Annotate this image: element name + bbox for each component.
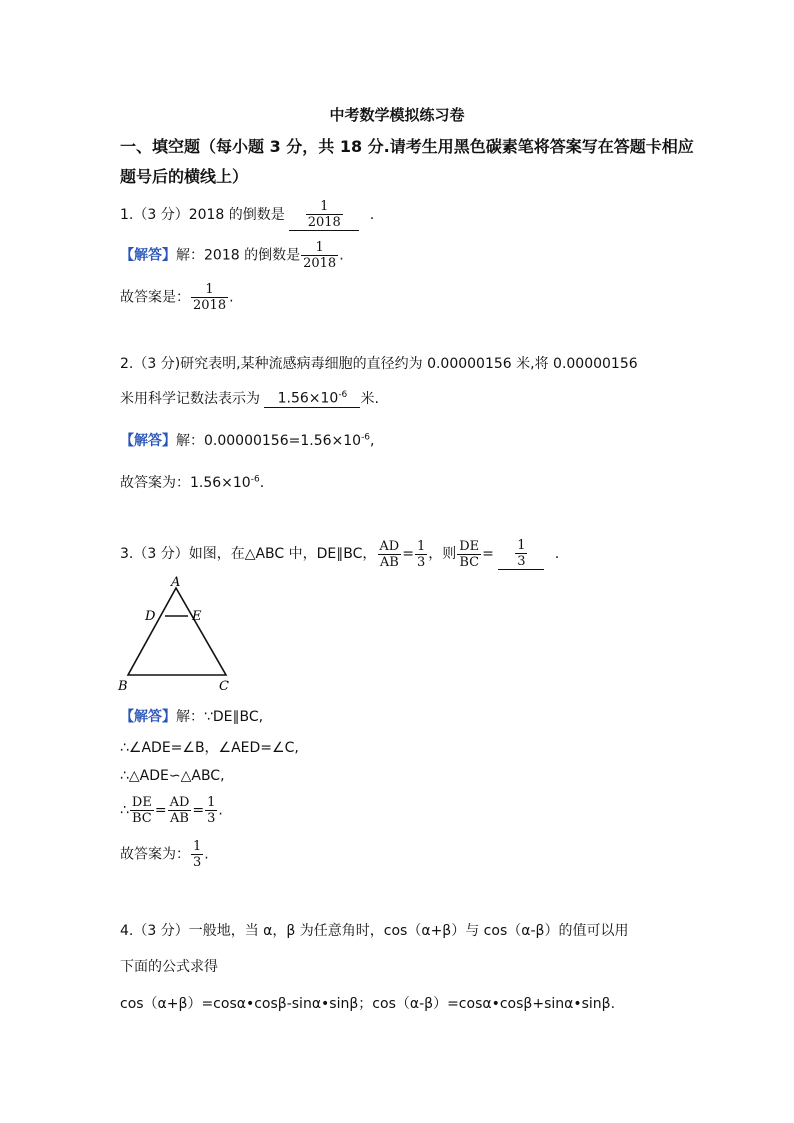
label-b: B: [118, 679, 128, 694]
q2-blank-exponent: -6: [338, 390, 348, 401]
q3-ans-end: .: [204, 846, 209, 863]
q4-formula: cos（α+β）=cosα•cosβ-sinα•sinβ；cos（α-β）=cosα•cosβ+sinα•sinβ.: [120, 996, 616, 1012]
q4-stem-line1: 4.（3 分）一般地，当 α，β 为任意角时，cos（α+β）与 cos（α-β）的值可以用: [120, 923, 629, 939]
q2-stem-prefix: 米用科学记数法表示为: [120, 391, 260, 407]
q1-sol-denominator: 2018: [303, 256, 337, 271]
q3-blank-denominator: 3: [517, 554, 526, 569]
q3-f3-denominator: BC: [459, 554, 480, 570]
section-heading-line2: 题号后的横线上）: [120, 167, 249, 186]
q3-f2-numerator: 1: [416, 538, 426, 554]
q1-blank-denominator: 2018: [307, 215, 341, 230]
q3-ans-denominator: 3: [193, 855, 202, 870]
q1-blank-numerator: 1: [320, 199, 329, 214]
label-e: E: [192, 609, 202, 624]
section-heading-line1: 一、填空题（每小题 3 分，共 18 分.请考生用黑色碳素笔将答案写在答题卡相应: [120, 137, 694, 156]
q4-stem-line2: 下面的公式求得: [120, 959, 218, 975]
q3-sol4-f3-denominator: 3: [207, 811, 216, 826]
page-title: 中考数学模拟练习卷: [329, 106, 465, 124]
q3-solution-line2: ∴∠ADE=∠B，∠AED=∠C,: [120, 740, 299, 756]
label-a: A: [171, 575, 181, 590]
q3-sol4-f2-denominator: AB: [170, 811, 189, 826]
q3-stem: [120, 538, 559, 570]
q3-sol4-eq2: =: [192, 802, 205, 819]
label-d: D: [145, 609, 156, 624]
q1-ans-numerator: 1: [205, 282, 214, 297]
q3-sol4-f2-numerator: AD: [169, 795, 190, 810]
q1-answer-text: 故答案是：: [120, 289, 190, 306]
q3-sol4-end: .: [218, 802, 223, 819]
q1-answer: [120, 282, 234, 313]
q1-answer-blank: [289, 199, 359, 231]
q3-sol4-prefix: ∴: [120, 802, 129, 819]
q1-jieda-label: 【解答】: [120, 247, 176, 264]
q3-sol4-f1-denominator: BC: [132, 811, 152, 826]
q3-f2-denominator: 3: [416, 554, 426, 570]
q3-mid: ，则: [428, 546, 457, 562]
q2-solution-base: 解：0.00000156=1.56×10: [176, 433, 362, 449]
q3-solution-line1: [120, 706, 263, 726]
q1-sol-numerator: 1: [315, 240, 324, 255]
q2-jieda-label: 【解答】: [120, 433, 176, 449]
q1-sol-end: .: [339, 247, 344, 264]
q2-answer-base: 故答案为：1.56×10: [120, 475, 251, 491]
q2-answer: [120, 472, 264, 492]
q2-stem-line2: [120, 388, 379, 408]
q2-answer-blank: [264, 390, 360, 408]
q2-stem-line1: 2.（3 分)研究表明,某种流感病毒细胞的直径约为 0.00000156 米,将 0.00000156: [120, 356, 638, 372]
q1-stem-text: 1.（3 分）2018 的倒数是: [120, 207, 285, 223]
q3-end: .: [554, 546, 560, 562]
label-c: C: [219, 679, 229, 694]
q3-solution-line3: ∴△ADE∽△ABC,: [120, 768, 225, 784]
q1-end: .: [369, 207, 375, 223]
q1-ans-end: .: [229, 289, 234, 306]
q2-solution-exponent: -6: [361, 432, 371, 443]
q3-blank-numerator: 1: [517, 538, 526, 553]
triangle-abc: [128, 588, 226, 675]
q3-jieda-label: 【解答】: [120, 709, 176, 725]
q3-solution-text1: 解：∵DE∥BC,: [176, 709, 264, 725]
q1-stem: [120, 199, 374, 231]
q3-answer: [120, 839, 209, 870]
q3-eq2: =: [482, 546, 494, 562]
q2-answer-end: .: [259, 475, 265, 491]
q3-sol4-f1-numerator: DE: [131, 795, 152, 810]
q2-solution: [120, 430, 375, 450]
q2-stem-suffix: 米.: [360, 391, 379, 407]
q3-eq1: =: [402, 546, 414, 562]
q2-answer-exponent: -6: [250, 474, 260, 485]
q3-f1-numerator: AD: [379, 538, 400, 554]
q3-f1-denominator: AB: [379, 554, 399, 570]
q1-ans-denominator: 2018: [193, 298, 227, 313]
q3-f3-numerator: DE: [459, 538, 480, 554]
q1-solution: [120, 240, 344, 271]
q3-solution-line4: [120, 795, 223, 826]
q2-solution-end: ,: [370, 433, 375, 449]
q1-solution-text: 解：2018 的倒数是: [176, 247, 301, 264]
q3-answer-blank: [498, 538, 544, 570]
q3-sol4-eq1: =: [154, 802, 167, 819]
triangle-figure: [112, 574, 242, 698]
q3-answer-text: 故答案为：: [120, 846, 190, 863]
q3-stem-prefix: 3.（3 分）如图，在△ABC 中，DE∥BC，: [120, 546, 377, 562]
q2-blank-base: 1.56×10: [277, 390, 339, 407]
q3-sol4-f3-numerator: 1: [207, 795, 216, 810]
q3-ans-numerator: 1: [193, 839, 202, 854]
